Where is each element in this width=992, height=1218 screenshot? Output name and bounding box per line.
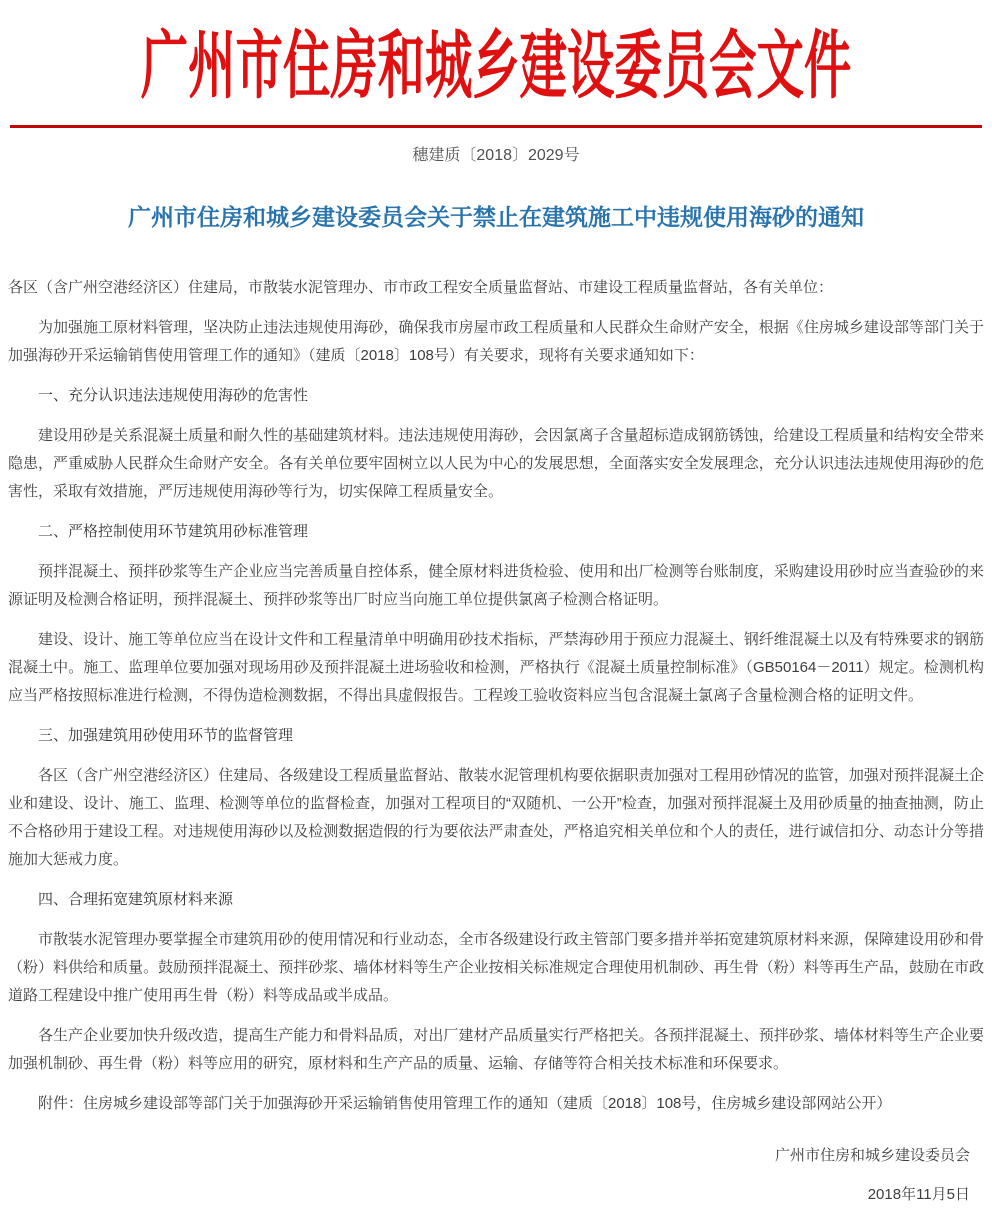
red-divider-line [10,125,982,128]
signature-block [0,1144,992,1218]
document-number: 穗建质〔2018〕2029号 [412,146,580,164]
document-body [0,274,992,1118]
body-paragraph: 市散装水泥管理办要掌握全市建筑用砂的使用情况和行业动态，全市各级建设行政主管部门要多措并举拓宽建筑原材料来源，保障建设用砂和骨（粉）料供给和质量。鼓励预拌混凝土、预拌砂浆、墙体材料等生产企业按相关标准规定合理使用机制砂、再生骨（粉）料等再生产品，鼓励在市政道路工程建设中推广使用再生骨（粉）料等成品或半成品。 [8,930,984,1004]
section-heading-4: 四、合理拓宽建筑原材料来源 [38,890,234,908]
issuing-authority: 广州市住房和城乡建设委员会 [774,1146,970,1164]
section-heading-3: 三、加强建筑用砂使用环节的监督管理 [38,726,294,744]
body-paragraph: 建设、设计、施工等单位应当在设计文件和工程量清单中明确用砂技术指标，严禁海砂用于预应力混凝土、钢纤维混凝土以及有特殊要求的钢筋混凝土中。施工、监理单位要加强对现场用砂及预拌混凝土进场验收和检测，严格执行《混凝土质量控制标准》（GB50164－2011）规定。检测机构应当严格按照标准进行检测，不得伪造检测数据，不得出具虚假报告。工程竣工验收资料应当包含混凝土氯离子含量检测合格的证明文件。 [8,630,984,704]
document-title: 广州市住房和城乡建设委员会关于禁止在建筑施工中违规使用海砂的通知 [128,203,864,230]
section-heading-2: 二、严格控制使用环节建筑用砂标准管理 [38,522,309,540]
issue-date: 2018年11月5日 [867,1185,970,1203]
body-paragraph: 各生产企业要加快升级改造，提高生产能力和骨料品质，对出厂建材产品质量实行严格把关。各预拌混凝土、预拌砂浆、墙体材料等生产企业要加强机制砂、再生骨（粉）料等应用的研究，原材料和生产产品的质量、运输、存储等符合相关技术标准和环保要求。 [8,1026,984,1072]
body-paragraph: 预拌混凝土、预拌砂浆等生产企业应当完善质量自控体系，健全原材料进货检验、使用和出厂检测等台账制度，采购建设用砂时应当查验砂的来源证明及检测合格证明，预拌混凝土、预拌砂浆等出厂时应当向施工单位提供氯离子检测合格证明。 [8,562,984,608]
letterhead-title: 广州市住房和城乡建设委员会文件 [140,26,852,108]
letterhead [0,0,992,109]
body-paragraph: 建设用砂是关系混凝土质量和耐久性的基础建筑材料。违法违规使用海砂，会因氯离子含量超标造成钢筋锈蚀，给建设工程质量和结构安全带来隐患，严重威胁人民群众生命财产安全。各有关单位要牢固树立以人民为中心的发展思想，全面落实安全发展理念，充分认识违法违规使用海砂的危害性，采取有效措施，严厉违规使用海砂等行为，切实保障工程质量安全。 [8,426,984,500]
body-paragraph: 各区（含广州空港经济区）住建局、各级建设工程质量监督站、散装水泥管理机构要依据职责加强对工程用砂情况的监管，加强对预拌混凝土企业和建设、设计、施工、监理、检测等单位的监督检查，加强对工程项目的“双随机、一公开”检查，加强对预拌混凝土及用砂质量的抽查抽测，防止不合格砂用于建设工程。对违规使用海砂以及检测数据造假的行为要依法严肃查处，严格追究相关单位和个人的责任，进行诚信扣分、动态计分等措施加大惩戒力度。 [8,766,984,868]
attachment-line: 附件：住房城乡建设部等部门关于加强海砂开采运输销售使用管理工作的通知（建质〔2018〕108号，住房城乡建设部网站公开） [38,1094,892,1112]
section-heading-1: 一、充分认识违法违规使用海砂的危害性 [38,386,309,404]
body-paragraph: 为加强施工原材料管理，坚决防止违法违规使用海砂，确保我市房屋市政工程质量和人民群众生命财产安全，根据《住房城乡建设部等部门关于加强海砂开采运输销售使用管理工作的通知》（建质〔2018〕108号）有关要求，现将有关要求通知如下： [8,318,984,364]
addressee-line: 各区（含广州空港经济区）住建局，市散装水泥管理办、市市政工程安全质量监督站、市建设工程质量监督站，各有关单位： [8,278,834,296]
